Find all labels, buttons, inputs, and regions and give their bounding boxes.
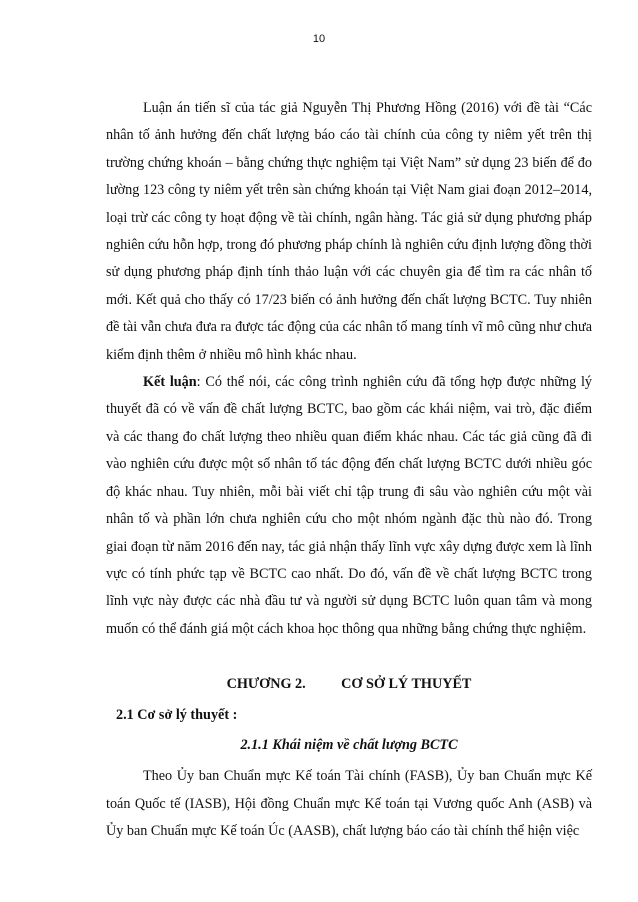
document-body	[106, 95, 592, 846]
paragraph-fasb-iasb-definition: Theo Ủy ban Chuẩn mực Kế toán Tài chính (FASB), Ủy ban Chuẩn mực Kế toán Quốc tế (IASB), Hội đồng Chuẩn mực Kế toán tại Vương quốc Anh (ASB) và Ủy ban Chuẩn mực Kế toán Úc (AASB), chất lượng báo cáo tài chính thể hiện việc	[106, 768, 592, 840]
conclusion-body: : Có thể nói, các công trình nghiên cứu đã tổng hợp được những lý thuyết đã có về vấn đề chất lượng BCTC, bao gồm các khái niệm, vai trò, đặc điểm và các thang đo chất lượng theo nhiều quan điểm khác nhau. Các tác giả cũng đã đi vào nghiên cứu được một số nhân tố tác động đến chất lượng BCTC dưới nhiều góc độ khác nhau. Tuy nhiên, mỗi bài viết chỉ tập trung đi sâu vào nghiên cứu một vài nhân tố và phần lớn chưa nghiên cứu cho một nhóm ngành đặc thù nào đó. Trong giai đoạn từ năm 2016 đến nay, tác giả nhận thấy lĩnh vực xây dựng được xem là lĩnh vực có tính phức tạp về BCTC cao nhất. Do đó, vấn đề về chất lượng BCTC trong lĩnh vực này được các nhà đầu tư và người sử dụng BCTC luôn quan tâm và mong muốn có thể đánh giá một cách khoa học thông qua những bằng chứng thực nghiệm.	[106, 374, 593, 637]
chapter-heading: CHƯƠNG 2. CƠ SỞ LÝ THUYẾT	[226, 676, 472, 693]
paragraph-nguyen-thi-phuong-hong-thesis: Luận án tiến sĩ của tác giả Nguyễn Thị Phương Hồng (2016) với đề tài “Các nhân tố ảnh hưởng đến chất lượng báo cáo tài chính của công ty niêm yết trên thị trường chứng khoán – bằng chứng thực nghiệm tại Việt Nam” sử dụng 23 biến để đo lường 123 công ty niêm yết trên sàn chứng khoán tại Việt Nam giai đoạn 2012–2014, loại trừ các công ty hoạt động về tài chính, ngân hàng. Tác giả sử dụng phương pháp nghiên cứu hỗn hợp, trong đó phương pháp chính là nghiên cứu định lượng đồng thời sử dụng phương pháp định tính thảo luận với các chuyên gia để tìm ra các nhân tố mới. Kết quả cho thấy có 17/23 biến có ảnh hưởng đến chất lượng BCTC. Tuy nhiên đề tài vẫn chưa đưa ra được tác động của các nhân tố mang tính vĩ mô cũng như chưa kiểm định thêm ở nhiều mô hình khác nhau.	[106, 100, 592, 363]
conclusion-label: Kết luận	[143, 374, 197, 391]
paragraph-conclusion	[106, 369, 592, 643]
subsection-heading: 2.1.1 Khái niệm về chất lượng BCTC	[240, 736, 458, 753]
section-heading: 2.1 Cơ sở lý thuyết :	[116, 706, 238, 723]
page-number: 10	[312, 33, 326, 45]
